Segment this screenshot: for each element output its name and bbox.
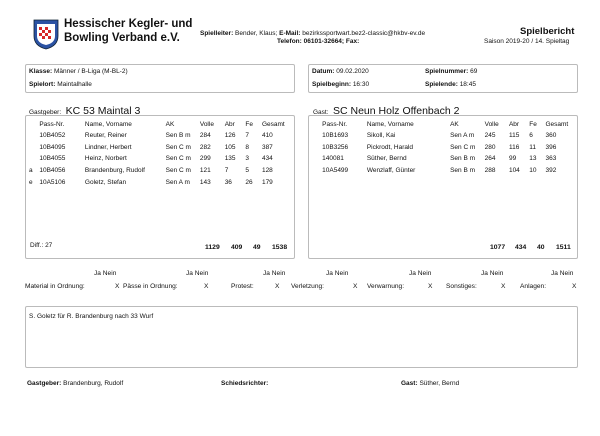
guest-table-header <box>310 118 572 130</box>
match-info-left <box>25 64 295 93</box>
material-label: Material in Ordnung: <box>25 283 85 290</box>
col-name: Name, Vorname <box>84 120 132 128</box>
diff-line <box>30 242 52 249</box>
anlagen-checkbox[interactable]: X <box>572 283 577 290</box>
sonstiges-label: Sonstiges: <box>446 283 477 290</box>
spielort-label: Spielort: <box>29 81 56 88</box>
guest-player-table <box>310 118 572 176</box>
spielende-label: Spielende: <box>425 81 458 88</box>
verwarnung-checkbox[interactable]: X <box>428 283 433 290</box>
ja-nein-header: Ja Nein <box>94 270 117 277</box>
col-fe: Fe <box>529 120 537 128</box>
ja-nein-header: Ja Nein <box>263 270 286 277</box>
col-gesamt: Gesamt <box>545 120 569 128</box>
home-team-name: KC 53 Maintal 3 <box>65 105 141 117</box>
note-text: S. Goletz für R. Brandenburg nach 33 Wurf <box>29 313 154 320</box>
org-name <box>64 17 192 45</box>
diff-value: 27 <box>45 242 53 249</box>
schiedsrichter-label: Schiedsrichter: <box>221 380 269 387</box>
col-abr: Abr <box>508 120 520 128</box>
hkbv-logo <box>33 18 59 50</box>
telefon-label: Telefon: <box>277 38 302 45</box>
datum-label: Datum: <box>312 68 335 75</box>
ja-nein-header: Ja Nein <box>326 270 349 277</box>
report-title: Spielbericht <box>520 26 575 37</box>
table-row: 10B1693 Sikoll, Kai Sen A m 245 115 6 360 <box>322 132 557 140</box>
verwarnung-label: Verwarnung: <box>367 283 405 290</box>
spielnummer-value: 69 <box>470 68 478 75</box>
ja-nein-header: Ja Nein <box>551 270 574 277</box>
table-row: 10A5499 Wenzlaff, Günter Sen B m 288 104 10 392 <box>322 167 557 175</box>
col-volle: Volle <box>484 120 499 128</box>
spielort-value: Maintalhalle <box>57 81 92 88</box>
home-total-abr: 409 <box>231 244 243 251</box>
signature-gast <box>401 380 459 387</box>
diff-label: Diff.: <box>30 242 44 249</box>
org-line-1: Hessischer Kegler- und <box>64 18 193 30</box>
anlagen-label: Anlagen: <box>520 283 547 290</box>
table-row: 140081 Süther, Bernd Sen B m 264 99 13 363 <box>322 155 557 163</box>
col-volle: Volle <box>199 120 214 128</box>
home-player-table <box>27 118 289 188</box>
guest-team-name: SC Neun Holz Offenbach 2 <box>333 105 460 117</box>
col-pass: Pass-Nr. <box>322 120 348 128</box>
guest-total-gesamt: 1511 <box>556 244 571 251</box>
table-row: 10B4052 Reuter, Reiner Sen B m 284 126 7 410 <box>39 132 273 140</box>
saison-text: Saison 2019-20 / 14. Spieltag <box>484 38 570 45</box>
verletzung-checkbox[interactable]: X <box>353 283 358 290</box>
home-total-gesamt: 1538 <box>272 244 288 251</box>
guest-label: Gast: <box>313 109 329 116</box>
col-ak: AK <box>165 120 175 128</box>
verletzung-label: Verletzung: <box>291 283 324 290</box>
protest-checkbox[interactable]: X <box>275 283 280 290</box>
email-label: E-Mail: <box>279 30 301 37</box>
table-row: 10B4055 Heinz, Norbert Sen C m 299 135 3 434 <box>39 155 273 163</box>
home-total-fe: 49 <box>253 244 261 251</box>
guest-total-volle: 1077 <box>490 244 506 251</box>
col-ak: AK <box>450 120 459 128</box>
paesse-checkbox[interactable]: X <box>204 283 209 290</box>
org-line-2: Bowling Verband e.V. <box>64 32 180 44</box>
email-value[interactable]: bezirkssportwart.bez2-classic@hkbv-ev.de <box>302 30 426 37</box>
spielleiter-name: Bender, Klaus; <box>235 30 278 37</box>
table-row: 10B3256 Pickrodt, Harald Sen C m 280 116 11 396 <box>322 143 557 151</box>
home-label: Gastgeber: <box>29 109 62 116</box>
gast-sign-value: Süther, Bernd <box>419 380 460 387</box>
gastgeber-value: Brandenburg, Rudolf <box>63 380 124 387</box>
sonstiges-checkbox[interactable]: X <box>501 283 506 290</box>
home-table-header <box>27 118 289 130</box>
fax-label: Fax: <box>345 38 360 45</box>
protest-label: Protest: <box>231 283 254 290</box>
col-fe: Fe <box>245 120 253 128</box>
table-row: e 10A5106 Goletz, Stefan Sen A m 143 36 26 179 <box>29 178 273 186</box>
gast-sign-label: Gast: <box>401 380 418 387</box>
col-gesamt: Gesamt <box>261 120 285 128</box>
paesse-label: Pässe in Ordnung: <box>123 283 178 290</box>
klasse-label: Klasse: <box>29 68 53 75</box>
table-row: a 10B4056 Brandenburg, Rudolf Sen C m 121 7 5 128 <box>29 167 273 175</box>
telefon-line <box>277 38 359 45</box>
datum-value: 09.02.2020 <box>336 68 369 75</box>
spielbeginn-value: 16:30 <box>352 81 370 88</box>
material-checkbox[interactable]: X <box>115 283 120 290</box>
table-row: 10B4095 Lindner, Herbert Sen C m 282 105 8 387 <box>39 143 273 151</box>
guest-total-fe: 40 <box>537 244 545 251</box>
col-abr: Abr <box>224 120 235 128</box>
notes-box <box>25 306 578 368</box>
spielbeginn-label: Spielbeginn: <box>312 81 351 88</box>
home-total-volle: 1129 <box>205 244 220 251</box>
klasse-value: Männer / B-Liga (M-BL-2) <box>53 68 128 75</box>
ja-nein-header: Ja Nein <box>186 270 209 277</box>
shield-icon <box>33 18 59 50</box>
ja-nein-header: Ja Nein <box>481 270 504 277</box>
signature-gastgeber <box>27 380 123 387</box>
ja-nein-header: Ja Nein <box>409 270 432 277</box>
spielende-value: 18:45 <box>459 81 476 88</box>
col-pass: Pass-Nr. <box>39 120 65 128</box>
spielnummer-label: Spielnummer: <box>425 68 469 75</box>
telefon-value: 06101-32664; <box>303 38 345 45</box>
guest-total-abr: 434 <box>515 244 527 251</box>
spielleiter-line <box>200 30 425 37</box>
gastgeber-label: Gastgeber: <box>27 380 62 387</box>
match-info-right <box>308 64 578 93</box>
spielleiter-label: Spielleiter: <box>200 30 234 37</box>
col-name: Name, Vorname <box>366 120 414 128</box>
